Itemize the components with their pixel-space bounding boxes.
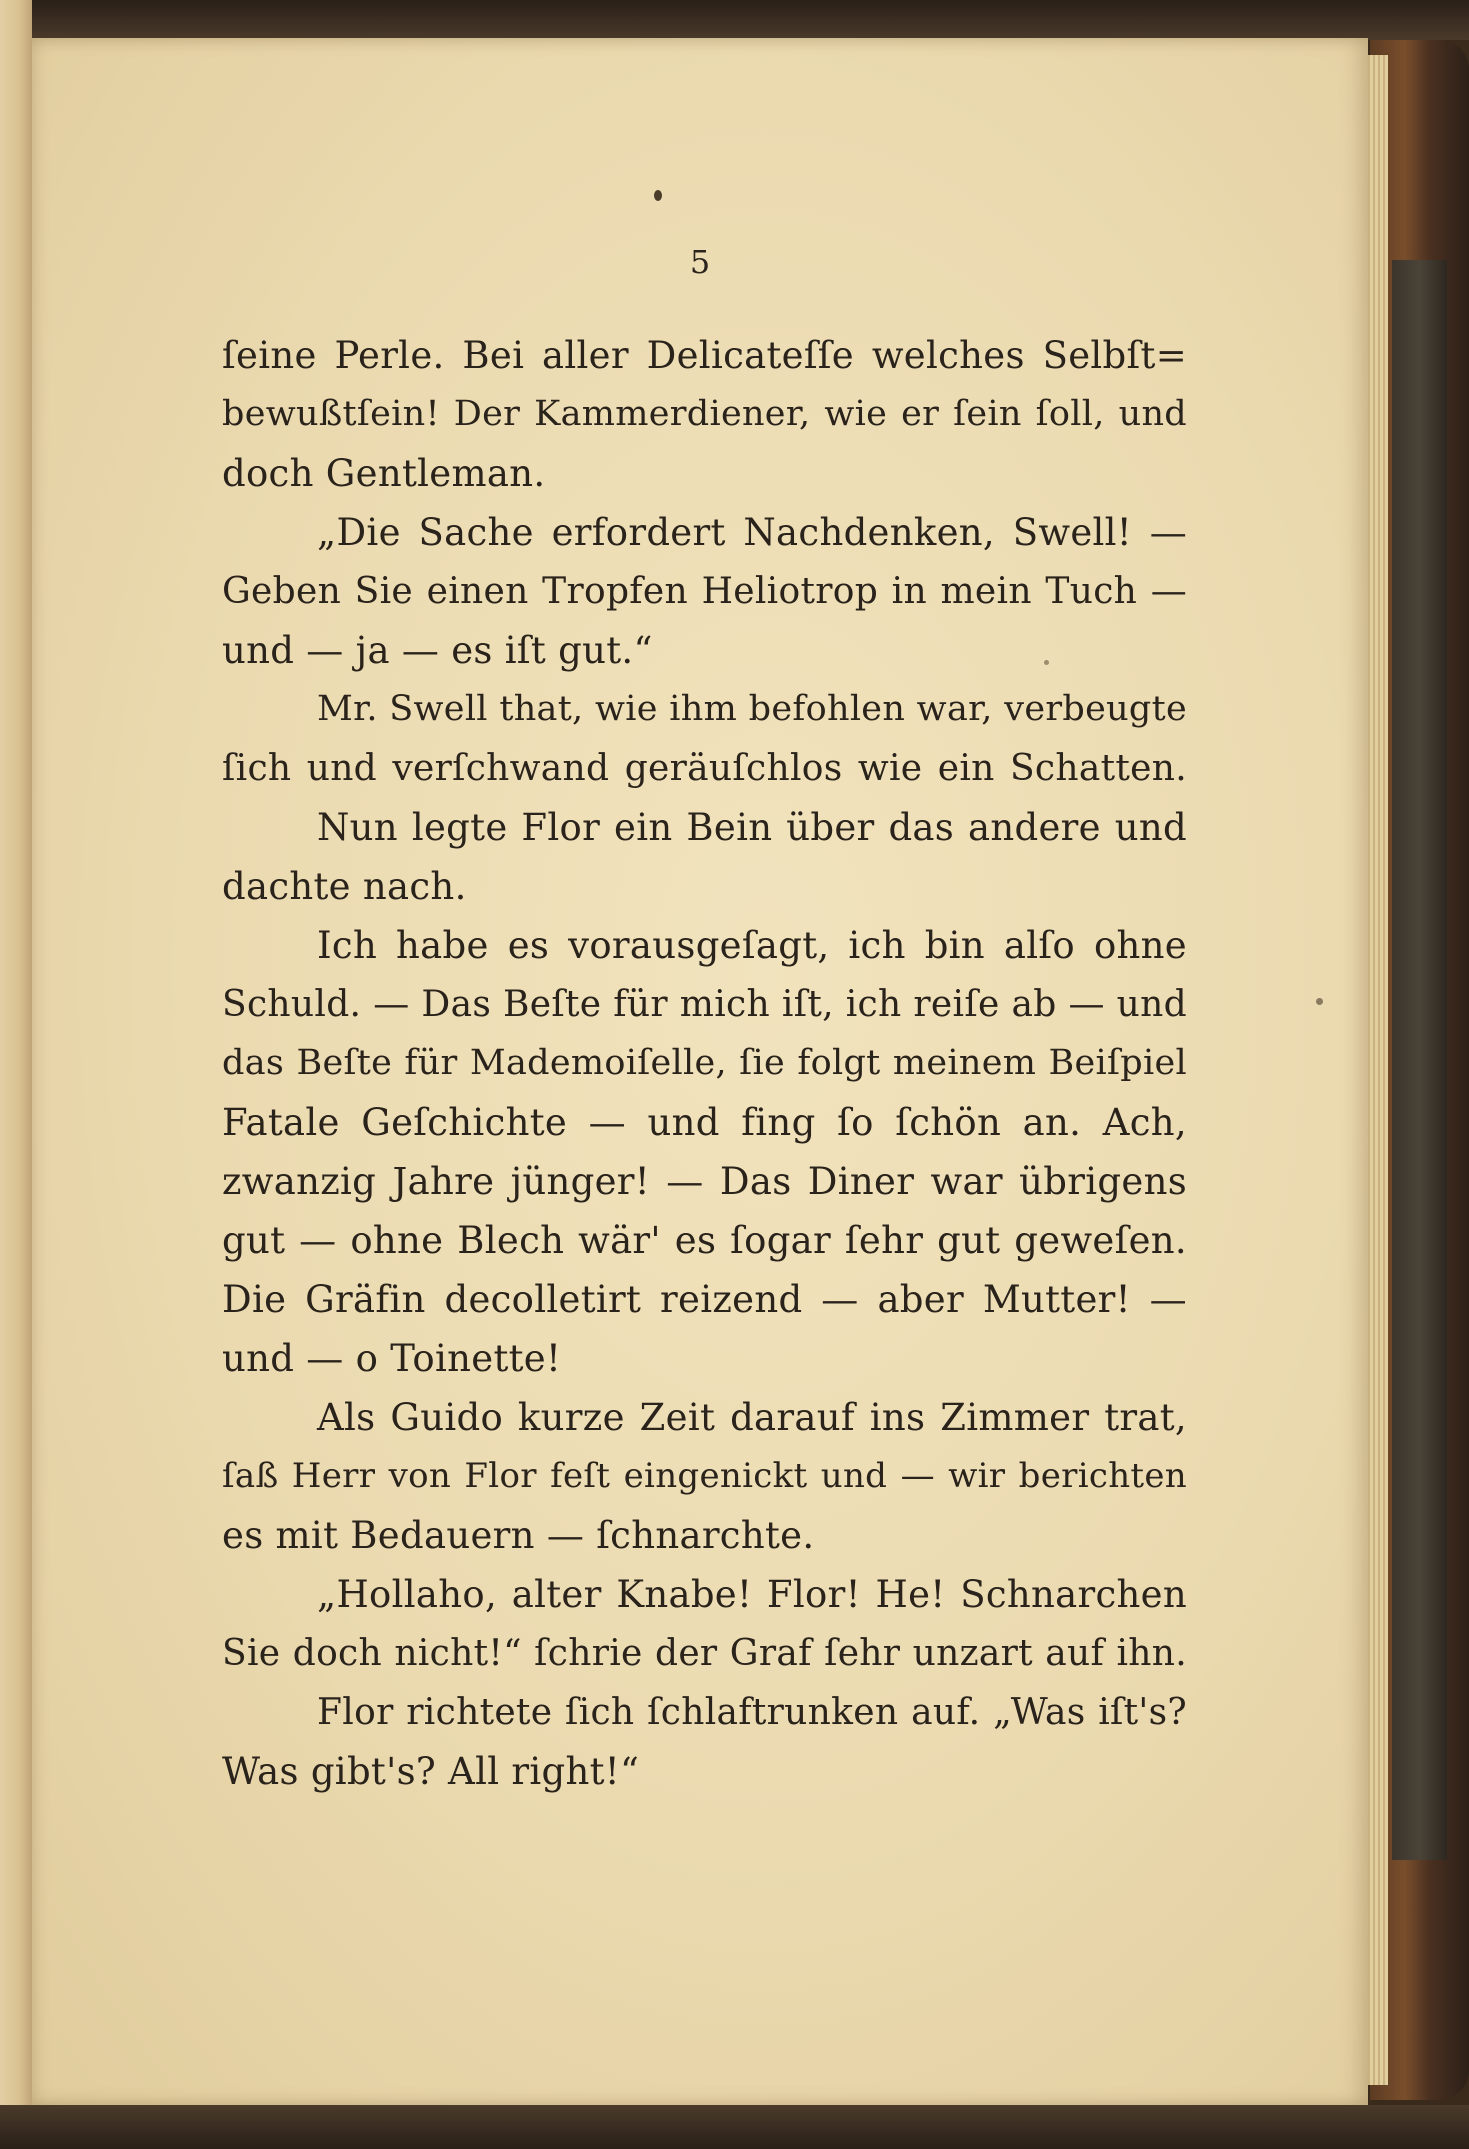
text-line: und — o Toinette! bbox=[222, 1337, 562, 1380]
page-number: 5 bbox=[689, 243, 711, 281]
text-line: bewußtſein! Der Kammerdiener, wie er ſein ſoll, und bbox=[222, 394, 1187, 434]
text-line: Flor richtete ſich ſchlaftrunken auf. „Was iſt's? bbox=[317, 1692, 1187, 1733]
text-line: Geben Sie einen Tropfen Heliotrop in mein Tuch — bbox=[222, 571, 1187, 612]
bottom-edge-shadow bbox=[0, 2105, 1469, 2149]
text-line: Die Gräfin decolletirt reizend — aber Mutter! — bbox=[222, 1278, 1187, 1321]
text-line: Sie doch nicht!“ ſchrie der Graf ſehr unzart auf ihn. bbox=[222, 1633, 1187, 1674]
text-line: Fatale Geſchichte — und fing ſo ſchön an. Ach, bbox=[222, 1101, 1187, 1144]
text-line: es mit Bedauern — ſchnarchte. bbox=[222, 1514, 815, 1557]
text-line: Nun legte Flor ein Bein über das andere und bbox=[317, 806, 1187, 849]
binding-gutter bbox=[0, 0, 32, 2149]
text-line: „Hollaho, alter Knabe! Flor! He! Schnarchen bbox=[317, 1573, 1187, 1616]
text-line: doch Gentleman. bbox=[222, 452, 546, 495]
text-line: das Beſte für Mademoiſelle, ſie folgt meinem Beiſpiel bbox=[222, 1043, 1187, 1083]
text-line: gut — ohne Blech wär' es ſogar ſehr gut geweſen. bbox=[222, 1219, 1187, 1262]
text-line: zwanzig Jahre jünger! — Das Diner war übrigens bbox=[222, 1160, 1187, 1203]
text-line: und — ja — es iſt gut.“ bbox=[222, 629, 653, 672]
text-line: dachte nach. bbox=[222, 865, 467, 908]
text-line: „Die Sache erfordert Nachdenken, Swell! — bbox=[317, 511, 1187, 554]
top-edge-shadow bbox=[0, 0, 1469, 40]
text-line: Schuld. — Das Beſte für mich iſt, ich reiſe ab — und bbox=[222, 984, 1187, 1025]
text-line: Mr. Swell that, wie ihm befohlen war, verbeugte bbox=[317, 689, 1187, 729]
text-line: Als Guido kurze Zeit darauf ins Zimmer trat, bbox=[317, 1396, 1187, 1439]
ink-speck bbox=[1316, 998, 1323, 1005]
ink-speck bbox=[654, 190, 662, 201]
text-line: Was gibt's? All right!“ bbox=[222, 1750, 640, 1793]
book-cover-spine bbox=[1392, 260, 1447, 1860]
text-line: ſeine Perle. Bei aller Delicateſſe welches Selbſt= bbox=[222, 334, 1187, 377]
text-line: ſich und verſchwand geräuſchlos wie ein Schatten. bbox=[222, 748, 1187, 789]
body-text bbox=[222, 326, 1187, 1801]
text-line: ſaß Herr von Flor feſt eingenickt und — wir berichten bbox=[222, 1456, 1187, 1496]
text-line: Ich habe es vorausgeſagt, ich bin alſo ohne bbox=[317, 924, 1187, 967]
